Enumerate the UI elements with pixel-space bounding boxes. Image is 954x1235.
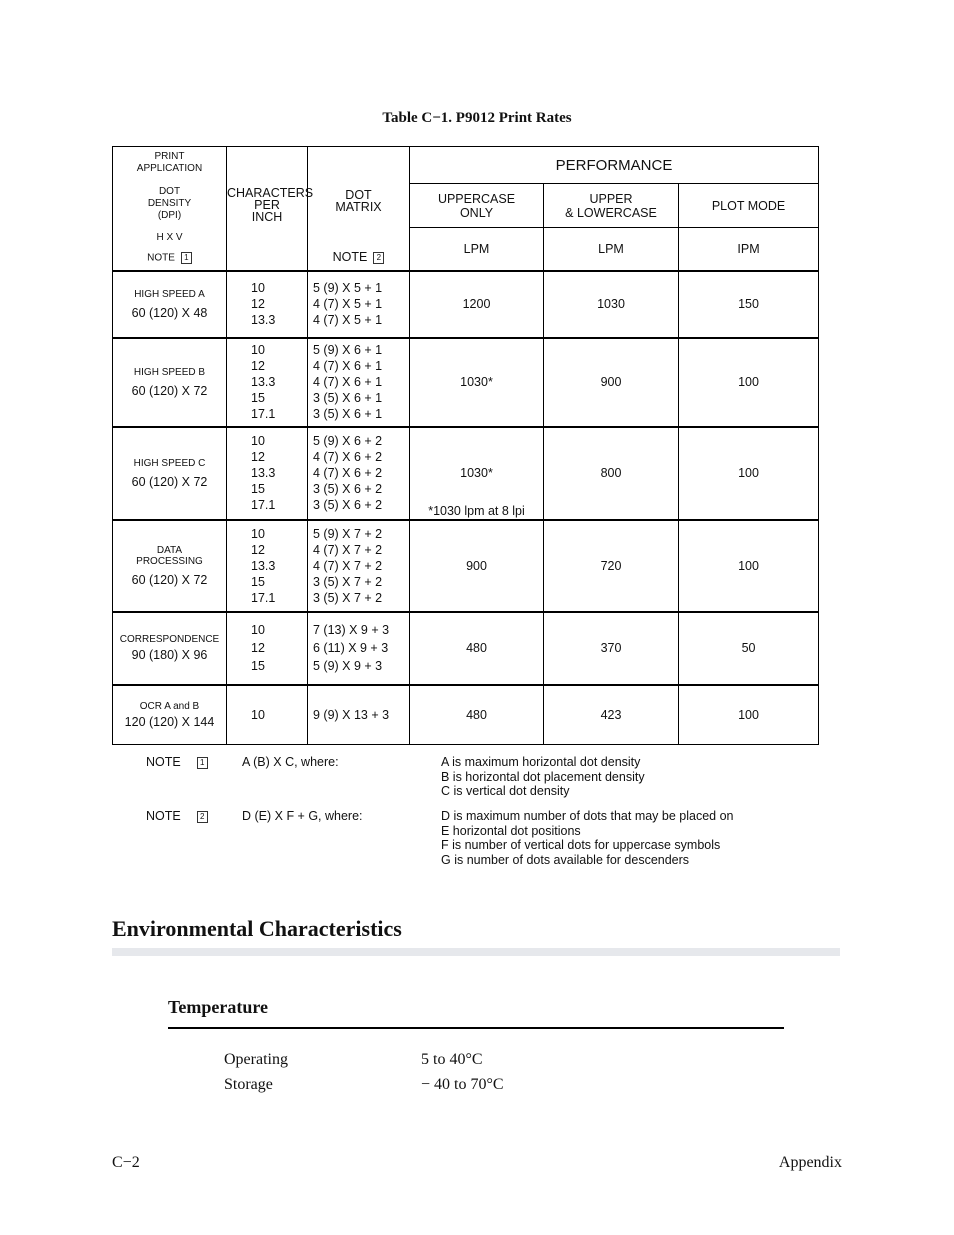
row-uppercase-lpm: 480 — [410, 685, 544, 745]
unit-plot: IPM — [679, 228, 819, 271]
row-application: DATA PROCESSING 60 (120) X 72 — [113, 520, 227, 612]
row-dot-matrix: 9 (9) X 13 + 3 — [308, 685, 410, 745]
spec-operating-label: Operating — [224, 1051, 288, 1068]
row-plot-ipm: 50 — [679, 612, 819, 685]
header-cpi: CHARACTERS PER INCH — [227, 147, 308, 271]
table-row — [113, 612, 819, 685]
header-plot-mode: PLOT MODE — [679, 184, 819, 228]
row-dot-matrix: 5 (9) X 7 + 2 4 (7) X 7 + 2 4 (7) X 7 + 2 3 (5) X 7 + 2 3 (5) X 7 + 2 — [308, 520, 410, 612]
chapter-name: Appendix — [778, 1154, 842, 1171]
row-plot-ipm: 100 — [679, 338, 819, 427]
subsection-title: Temperature — [168, 997, 268, 1017]
row-dot-matrix: 5 (9) X 6 + 2 4 (7) X 6 + 2 4 (7) X 6 + 2 3 (5) X 6 + 2 3 (5) X 6 + 2 — [308, 427, 410, 520]
note-2-label: NOTE 2 — [146, 809, 208, 823]
row-uppercase-lpm: 1200 — [410, 271, 544, 338]
row-upper-lower-lpm: 1030 — [544, 271, 679, 338]
note-1-formula: A (B) X C, where: — [242, 755, 339, 769]
row-upper-lower-lpm: 800 — [544, 427, 679, 520]
table-row — [113, 520, 819, 612]
row-plot-ipm: 100 — [679, 520, 819, 612]
row-upper-lower-lpm: 900 — [544, 338, 679, 427]
note-1-definitions: A is maximum horizontal dot density B is horizontal dot placement density C is vertical dot density — [441, 755, 645, 798]
table-caption: Table C−1. P9012 Print Rates — [382, 110, 572, 126]
table-row — [113, 427, 819, 520]
row-plot-ipm: 150 — [679, 271, 819, 338]
row-cpi: 10 12 13.3 — [227, 271, 308, 338]
row-dot-matrix: 7 (13) X 9 + 3 6 (11) X 9 + 3 5 (9) X 9 + 3 — [308, 612, 410, 685]
row-application: HIGH SPEED A 60 (120) X 48 — [113, 271, 227, 338]
row-cpi: 10 12 15 — [227, 612, 308, 685]
row-upper-lower-lpm: 370 — [544, 612, 679, 685]
header-dot-matrix: DOT MATRIX NOTE 2 — [308, 147, 410, 271]
page-number: C−2 — [112, 1154, 140, 1171]
spec-operating-value: 5 to 40°C — [421, 1051, 483, 1068]
row-application: OCR A and B 120 (120) X 144 — [113, 685, 227, 745]
note-1-ref: NOTE 1 — [113, 252, 226, 265]
table-row — [113, 685, 819, 745]
spec-storage-label: Storage — [224, 1076, 273, 1093]
table-row — [113, 271, 819, 338]
row-application: HIGH SPEED C 60 (120) X 72 — [113, 427, 227, 520]
note-2-ref: NOTE 2 — [308, 251, 409, 264]
note-2-box: 2 — [197, 811, 208, 823]
row-plot-ipm: 100 — [679, 685, 819, 745]
note-2-mark: 2 — [373, 252, 384, 264]
row-uppercase-lpm: 480 — [410, 612, 544, 685]
row-uppercase-lpm: 900 — [410, 520, 544, 612]
header-uppercase: UPPERCASE ONLY — [410, 184, 544, 228]
unit-upper-lower: LPM — [544, 228, 679, 271]
footnote-lpm: *1030 lpm at 8 lpi — [428, 503, 525, 518]
row-upper-lower-lpm: 423 — [544, 685, 679, 745]
header-upper-lower: UPPER & LOWERCASE — [544, 184, 679, 228]
row-dot-matrix: 5 (9) X 6 + 1 4 (7) X 6 + 1 4 (7) X 6 + 1 3 (5) X 6 + 1 3 (5) X 6 + 1 — [308, 338, 410, 427]
row-upper-lower-lpm: 720 — [544, 520, 679, 612]
row-uppercase-lpm: 1030* *1030 lpm at 8 lpi — [410, 427, 544, 520]
row-cpi: 10 12 13.3 15 17.1 — [227, 338, 308, 427]
section-rule — [112, 948, 840, 956]
row-cpi: 10 12 13.3 15 17.1 — [227, 427, 308, 520]
note-2-definitions: D is maximum number of dots that may be placed on E horizontal dot positions F is number of vertical dots for uppercase symbols G is number of dots available for descenders — [441, 809, 734, 867]
header-application-lines: PRINT APPLICATION DOT DENSITY (DPI) H X V NOTE 1 — [113, 151, 226, 265]
header-performance: PERFORMANCE — [410, 147, 819, 184]
row-plot-ipm: 100 — [679, 427, 819, 520]
row-application: HIGH SPEED B 60 (120) X 72 — [113, 338, 227, 427]
note-1-mark: 1 — [181, 252, 192, 264]
table-row — [113, 338, 819, 427]
unit-uppercase: LPM — [410, 228, 544, 271]
row-cpi: 10 12 13.3 15 17.1 — [227, 520, 308, 612]
row-dot-matrix: 5 (9) X 5 + 1 4 (7) X 5 + 1 4 (7) X 5 + 1 — [308, 271, 410, 338]
row-application: CORRESPONDENCE 90 (180) X 96 — [113, 612, 227, 685]
note-1-label: NOTE 1 — [146, 755, 208, 769]
subsection-rule — [168, 1027, 784, 1029]
note-1-box: 1 — [197, 757, 208, 769]
note-2-formula: D (E) X F + G, where: — [242, 809, 363, 823]
print-rates-table — [112, 146, 819, 745]
section-title: Environmental Characteristics — [112, 916, 402, 941]
spec-storage-value: − 40 to 70°C — [421, 1076, 504, 1093]
row-uppercase-lpm: 1030* — [410, 338, 544, 427]
header-application — [113, 147, 227, 271]
row-cpi: 10 — [227, 685, 308, 745]
